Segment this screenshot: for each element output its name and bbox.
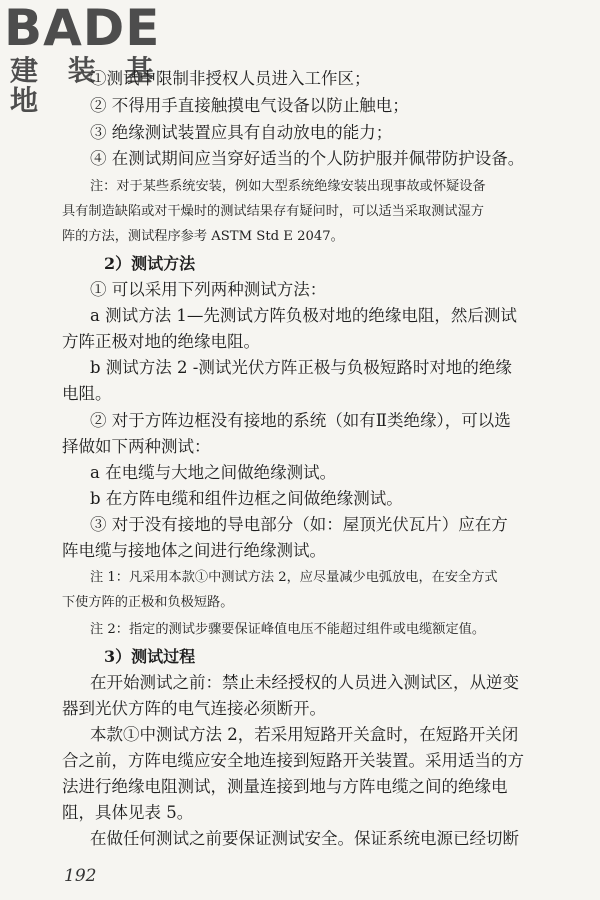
section-heading: 3）测试过程 [104,647,196,666]
note-line: 注 1：凡采用本款①中测试方法 2，应尽量减少电弧放电，在安全方式 [90,570,498,585]
paragraph-line: 电阻。 [62,384,112,403]
paragraph-line: ③ 对于没有接地的导电部分（如：屋顶光伏瓦片）应在方 [90,515,508,534]
note-line: 注 2：指定的测试步骤要保证峰值电压不能超过组件或电缆额定值。 [90,622,486,637]
paragraph-line: 在做任何测试之前要保证测试安全。保证系统电源已经切断 [90,829,519,848]
note-line: 具有制造缺陷或对干燥时的测试结果存有疑问时，可以适当采取测试湿方 [62,204,484,219]
list-item-3: ③ 绝缘测试装置应具有自动放电的能力； [90,123,393,142]
section-heading: 2）测试方法 [104,254,196,273]
paragraph-line: a 在电缆与大地之间做绝缘测试。 [90,463,337,482]
note-line: 阵的方法，测试程序参考 ASTM Std E 2047。 [62,229,344,244]
paragraph-line: 在开始测试之前：禁止未经授权的人员进入测试区，从逆变 [90,673,519,692]
paragraph-line: 阵电缆与接地体之间进行绝缘测试。 [62,541,326,560]
paragraph-line: 器到光伏方阵的电气连接必须断开。 [62,699,326,718]
watermark-subtitle: 建 装 基 地 [10,54,164,117]
note-line: 注：对于某些系统安装，例如大型系统绝缘安装出现事故或怀疑设备 [90,179,486,194]
paragraph-line: 本款①中测试方法 2，若采用短路开关盒时，在短路开关闭 [90,725,519,744]
paragraph-line: ① 可以采用下列两种测试方法： [90,280,327,299]
paragraph-line: b 在方阵电缆和组件边框之间做绝缘测试。 [90,489,403,508]
paragraph-line: 阻，具体见表 5。 [62,803,194,822]
list-item-4: ④ 在测试期间应当穿好适当的个人防护服并佩带防护设备。 [90,149,525,168]
paragraph-line: ② 对于方阵边框没有接地的系统（如有Ⅱ类绝缘），可以选 [90,411,511,430]
paragraph-line: 法进行绝缘电阻测试，测量连接到地与方阵电缆之间的绝缘电 [62,777,508,796]
note-line: 下使方阵的正极和负极短路。 [62,595,234,610]
paragraph-line: a 测试方法 1—先测试方阵负极对地的绝缘电阻，然后测试 [90,306,517,325]
paragraph-line: 择做如下两种测试： [62,437,211,456]
list-item-1: ①测试中限制非授权人员进入工作区； [90,69,371,88]
watermark-brand: BADE [4,0,161,57]
page-number: 192 [64,866,97,886]
list-item-2: ② 不得用手直接触摸电气设备以防止触电； [90,96,409,115]
paragraph-line: 合之前，方阵电缆应安全地连接到短路开关装置。采用适当的方 [62,751,524,770]
paragraph-line: 方阵正极对地的绝缘电阻。 [62,332,260,351]
paragraph-line: b 测试方法 2 -测试光伏方阵正极与负极短路时对地的绝缘 [90,358,512,377]
